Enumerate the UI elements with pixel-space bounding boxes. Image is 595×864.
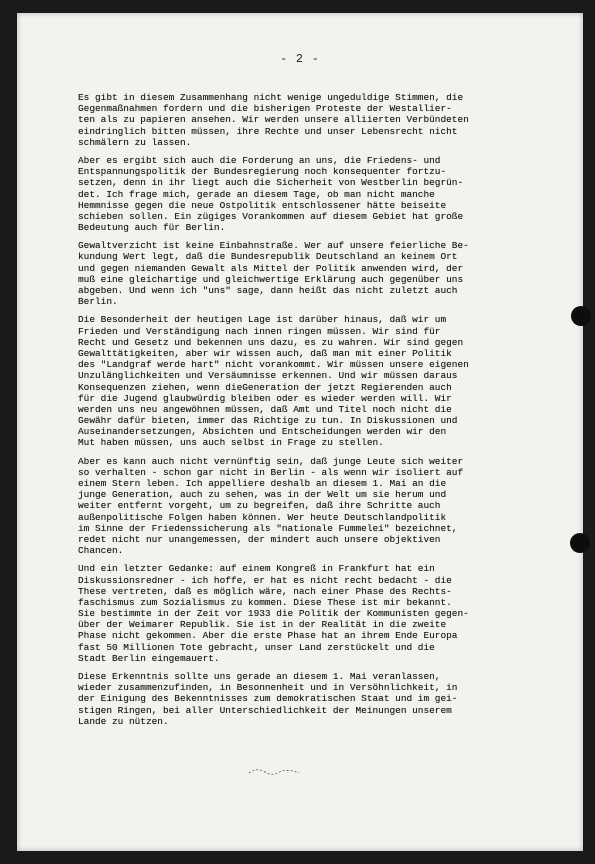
text-line: Auseinandersetzungen, Absichten und Entscheidungen werden wir den [78,426,447,438]
text-line: Diese Erkenntnis sollte uns gerade an diesem 1. Mai veranlassen, [78,671,441,682]
text-line: schmälern zu lassen. [78,136,192,148]
text-line: so verhalten - schon gar nicht in Berlin - als wenn wir isoliert auf [78,466,464,478]
text-line: fast 50 Millionen Tote gebracht, unser Land zerstückelt und die [78,641,435,653]
text-line: setzen, denn in ihr liegt auch die Sicherheit von Westberlin begrün- [78,177,464,189]
text-line: Diskussionsredner - ich hoffe, er hat es nicht recht bedacht - die [78,574,452,586]
text-line: des "Landgraf werde hart" nicht vorankommt. Wir müssen unsere eigenen [78,359,469,371]
text-line: werden uns neu angewöhnen müssen, daß Amt und Titel noch nicht die [78,403,452,415]
text-line: eindringlich bitten müssen, ihre Rechte und unser Lebensrecht nicht [78,125,458,137]
text-line: faschismus zum Sozialismus zu kommen. Diese These ist mir bekannt. [78,596,452,608]
text-line: These vertreten, daß es möglich wäre, nach einer Phase des Rechts- [78,585,452,597]
text-line: Gewähr dafür bieten, immer das Richtige zu tun. In Diskussionen und [78,415,458,427]
text-line: Aber es ergibt sich auch die Forderung an uns, die Friedens- und [78,154,441,166]
punch-hole [570,533,590,553]
text-line: Recht und Gesetz und bekennen uns dazu, es zu wahren. Wir sind gegen [78,336,464,348]
text-line: Lande zu nützen. [78,715,169,727]
text-line: Unzulänglichkeiten und Versäumnisse erkennen. Und wir müssen daraus [78,370,458,382]
text-line: Phase nicht gekommen. Aber die erste Phase hat an ihrem Ende Europa [78,630,458,642]
text-line: Gegenmaßnahmen fordern und die bisherigen Proteste der Westallier- [78,103,452,115]
paragraph [78,240,578,307]
text-line: Es gibt in diesem Zusammenhang nicht wenige ungeduldige Stimmen, die [78,92,464,103]
text-line: Hemmnisse gegen die neue Ostpolitik entschlossener hätte beiseite [78,199,447,211]
text-line: ten als zu papieren ansehen. Wir werden unsere alliierten Verbündeten [78,114,469,126]
text-line: Entspannungspolitik der Bundesregierung noch konsequenter fortzu- [78,166,447,178]
paragraph [78,456,578,557]
text-line: Sie bestimmte in der Zeit vor 1933 die Politik der Kommunisten gegen- [78,608,469,620]
paragraph [78,155,578,233]
text-line: Berlin. [78,296,118,308]
text-line: junge Generation, auch zu sehen, was in der Welt um sie herum und [78,489,447,501]
paragraph [78,314,578,448]
text-line: schieben sollen. Ein zügiges Vorankommen auf diesem Gebiet hat große [78,210,464,222]
text-line: außenpolitische Folgen haben können. Wer heute Deutschlandpolitik [78,511,447,523]
text-line: im Sinne der Friedenssicherung als "nationale Fummelei" bezeichnet, [78,522,458,534]
text-line: redet nicht nur unangemessen, der mindert auch unsere objektiven [78,533,441,545]
paragraph [78,563,578,664]
page-number: - 2 - [280,53,320,66]
text-line: und gegen niemanden Gewalt als Mittel der Politik anwenden wird, der [78,262,464,274]
text-line: muß eine gleichartige und gleichwertige Erklärung auch gegenüber uns [78,273,464,285]
document-body [78,92,578,734]
text-line: Und ein letzter Gedanke: auf einem Kongreß in Frankfurt hat ein [78,563,435,575]
text-line: abgeben. Und wenn ich "uns" sage, dann heißt das nicht zuletzt auch [78,285,458,296]
text-line: über der Weimarer Republik. Sie ist in der Realität in die zweite [78,619,447,631]
pencil-mark [245,761,305,781]
text-line: Bedeutung auch für Berlin. [78,222,226,234]
text-line: für die Jugend glaubwürdig bleiben oder es wieder werden will. Wir [78,392,452,404]
text-line: Chancen. [78,545,124,557]
paragraph [78,671,578,727]
text-line: det. Ich frage mich, gerade an diesem Tage, ob man nicht manche [78,188,435,200]
text-line: Gewalttätigkeiten, aber wir wissen auch, daß man mit einer Politik [78,347,452,359]
text-line: kundung Wert legt, daß die Bundesrepublik Deutschland an keinem Ort [78,251,458,263]
text-line: Stadt Berlin eingemauert. [78,652,220,664]
text-line: Konsequenzen ziehen, wenn dieGeneration der jetzt Regierenden auch [78,381,452,393]
document-page [17,13,583,851]
text-line: weiter entfernt vorgeht, um zu begreifen, daß ihre Schritte auch [78,500,441,512]
punch-hole [571,306,591,326]
text-line: Die Besonderheit der heutigen Lage ist darüber hinaus, daß wir um [78,314,447,326]
text-line: der Einigung des Bekenntnisses zum demokratischen Staat und im gei- [78,693,458,705]
text-line: Aber es kann auch nicht vernünftig sein, daß junge Leute sich weiter [78,455,464,467]
text-line: Frieden und Verständigung nach innen ringen müssen. Wir sind für [78,325,441,337]
text-line: Mut haben müssen, uns auch selbst in Frage zu stellen. [78,437,384,449]
text-line: einem Stern leben. Ich appelliere deshalb an diesem 1. Mai an die [78,478,447,489]
paragraph [78,92,578,148]
text-line: stigen Ringen, bei aller Unterschiedlichkeit der Meinungen unserem [78,704,452,716]
text-line: Gewaltverzicht ist keine Einbahnstraße. Wer auf unsere feierliche Be- [78,240,469,252]
text-line: wieder zusammenzufinden, in Besonnenheit und in Versöhnlichkeit, in [78,682,458,694]
